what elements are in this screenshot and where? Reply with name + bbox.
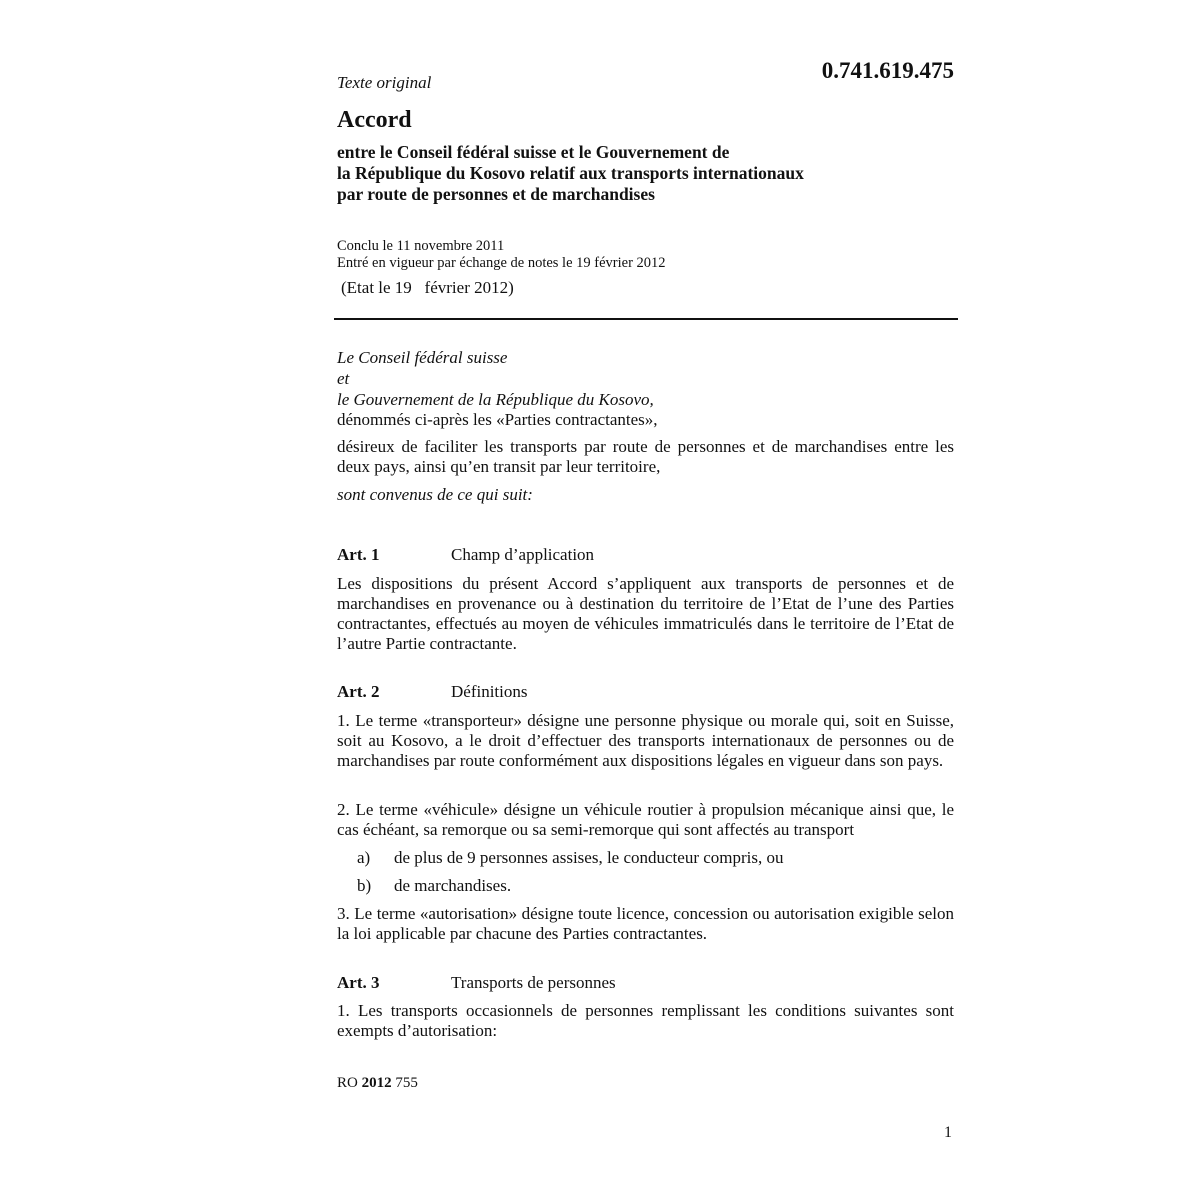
article-paragraph: 3. Le terme «autorisation» désigne toute licence, concession ou autorisation exigible selon la loi applicable par chacune des Parties contractantes. xyxy=(337,904,954,943)
original-text-label: Texte original xyxy=(337,73,432,92)
list-item-letter: b) xyxy=(357,876,372,895)
article-number: Art. 1 xyxy=(337,545,380,564)
document-dates xyxy=(337,238,666,272)
article-paragraph: 1. Le terme «transporteur» désigne une personne physique ou morale qui, soit en Suisse, soit au Kosovo, a le droit d’effectuer des transports internationaux de personnes ou de marchandises par route conformément aux dispositions légales en vigueur dans son pays. xyxy=(337,711,954,770)
ro-year: 2012 xyxy=(361,1075,392,1091)
page-number: 1 xyxy=(944,1124,952,1141)
article-paragraph: 1. Les transports occasionnels de personnes remplissant les conditions suivantes sont exempts d’autorisation: xyxy=(337,1001,954,1040)
preamble-desire: désireux de faciliter les transports par route de personnes et de marchandises entre les deux pays, ainsi qu’en transit par leur territoire, xyxy=(337,437,954,476)
article-heading xyxy=(337,973,616,993)
official-compilation-reference xyxy=(337,1075,418,1092)
subtitle-line: la République du Kosovo relatif aux transports internationaux xyxy=(337,163,804,183)
article-number: Art. 3 xyxy=(337,973,380,992)
list-item-letter: a) xyxy=(357,848,371,867)
preamble-party-swiss: Le Conseil fédéral suisse xyxy=(337,348,508,367)
entry-into-force-date: Entré en vigueur par échange de notes le 19 février 2012 xyxy=(337,255,666,271)
document-number: 0.741.619.475 xyxy=(821,58,954,83)
article-title: Transports de personnes xyxy=(451,973,616,992)
article-heading xyxy=(337,545,594,565)
state-date: (Etat le 19 février 2012) xyxy=(341,278,514,297)
preamble-party-kosovo: le Gouvernement de la République du Kosovo, xyxy=(337,390,654,409)
article-number: Art. 2 xyxy=(337,682,380,701)
ro-page: 755 xyxy=(395,1075,418,1091)
preamble-conjunction: et xyxy=(337,369,350,388)
subtitle-line: par route de personnes et de marchandises xyxy=(337,184,655,204)
preamble-agreed: sont convenus de ce qui suit: xyxy=(337,485,533,504)
list-item xyxy=(0,876,1200,896)
article-title: Champ d’application xyxy=(451,545,595,564)
concluded-date: Conclu le 11 novembre 2011 xyxy=(337,238,505,254)
article-paragraph: Les dispositions du présent Accord s’appliquent aux transports de personnes et de marchandises en provenance ou à destination du territoire de l’Etat de l’une des Parties contractantes, effectués au moyen de véhicules immatriculés dans le territoire de l’Etat de l’autre Partie contractante. xyxy=(337,574,954,653)
article-title: Définitions xyxy=(451,682,528,701)
preamble-named: dénommés ci-après les «Parties contractantes», xyxy=(337,410,658,429)
subtitle-line: entre le Conseil fédéral suisse et le Gouvernement de xyxy=(337,142,730,162)
ro-prefix: RO xyxy=(337,1075,358,1091)
list-item-text: de marchandises. xyxy=(394,876,512,895)
document-subtitle xyxy=(337,142,804,205)
list-item-text: de plus de 9 personnes assises, le conducteur compris, ou xyxy=(394,848,784,867)
article-paragraph: 2. Le terme «véhicule» désigne un véhicule routier à propulsion mécanique ainsi que, le cas échéant, sa remorque ou sa semi-remorque qui sont affectés au transport xyxy=(337,800,954,839)
article-heading xyxy=(337,682,528,702)
document-title: Accord xyxy=(337,107,412,133)
list-item xyxy=(0,848,1200,868)
header-divider xyxy=(334,318,958,320)
